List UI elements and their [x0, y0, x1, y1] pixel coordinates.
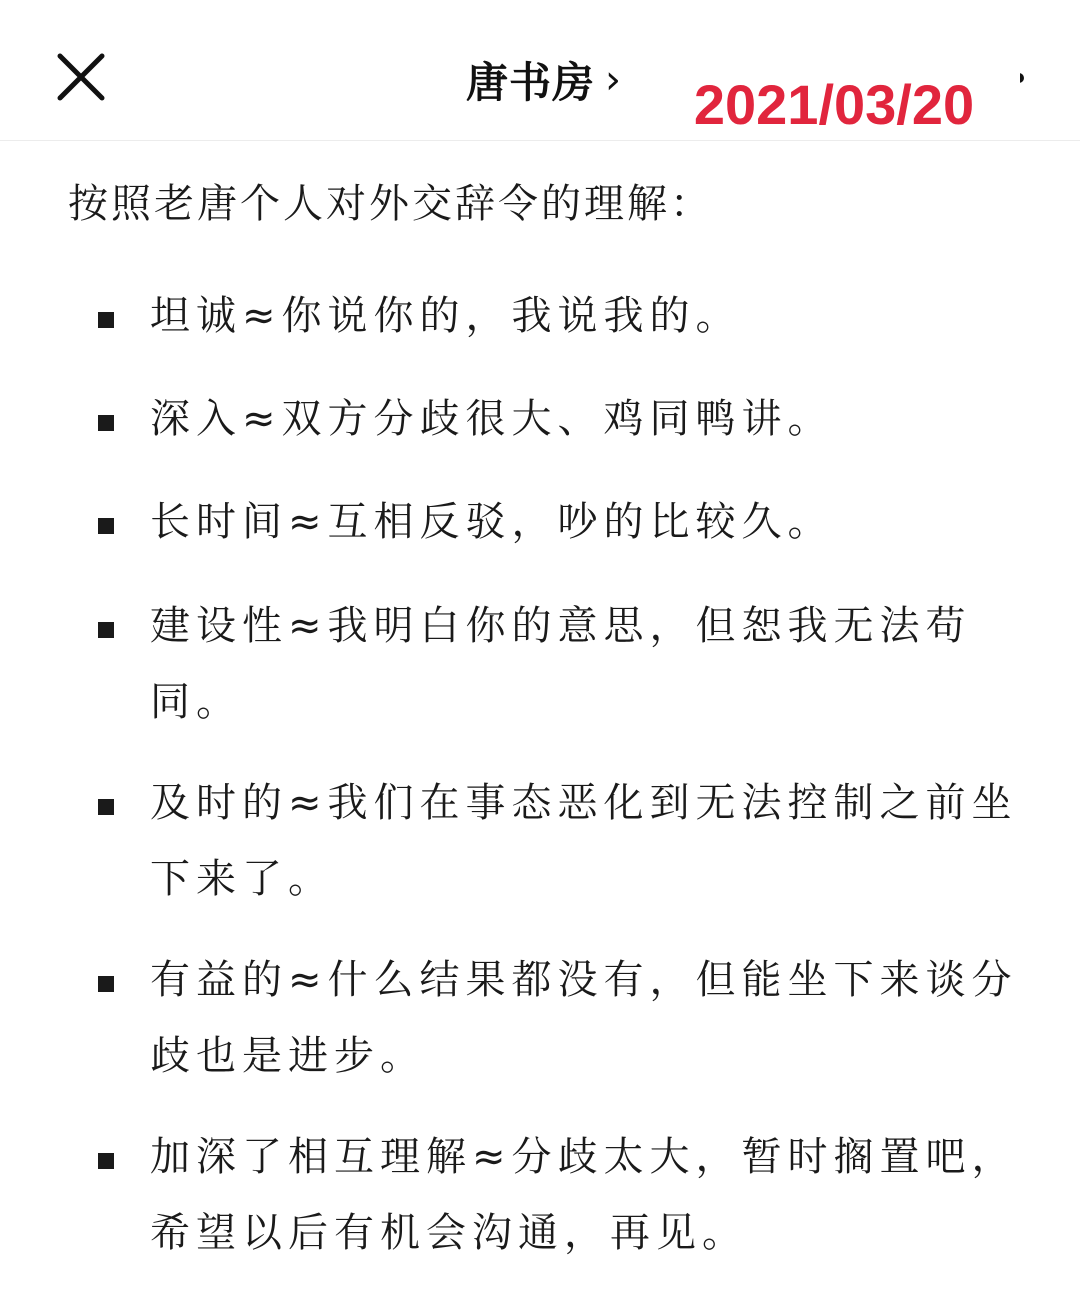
- intro-paragraph: 按照老唐个人对外交辞令的理解：: [68, 181, 713, 227]
- list-item-text: 有益的≈什么结果都没有，但能坐下来谈分歧也是进步。: [150, 957, 1018, 1079]
- list-item-text: 坦诚≈你说你的，我说我的。: [150, 293, 742, 339]
- bullet-marker: [98, 1153, 114, 1169]
- chevron-right-icon: ›: [605, 57, 622, 103]
- list-item-text: 深入≈双方分歧很大、鸡同鸭讲。: [150, 396, 834, 442]
- list-item-text: 加深了相互理解≈分歧太大，暂时搁置吧，希望以后有机会沟通，再见。: [150, 1134, 1018, 1256]
- bullet-marker: [98, 976, 114, 992]
- account-title: 唐书房: [466, 58, 596, 107]
- list-item-text: 建设性≈我明白你的意思，但恕我无法苟同。: [150, 603, 972, 725]
- bullet-marker: [98, 415, 114, 431]
- top-bar: [0, 0, 1080, 141]
- bullet-marker: [98, 799, 114, 815]
- close-icon: [52, 50, 110, 108]
- bullet-marker: [98, 312, 114, 328]
- list-item-text: 长时间≈互相反驳，吵的比较久。: [150, 499, 834, 545]
- bullet-marker: [98, 622, 114, 638]
- date-watermark: 2021/03/20: [648, 70, 1020, 138]
- bullet-marker: [98, 518, 114, 534]
- account-title-link[interactable]: [466, 52, 621, 108]
- list-item-text: 及时的≈我们在事态恶化到无法控制之前坐下来了。: [150, 780, 1018, 902]
- close-button[interactable]: [52, 50, 110, 108]
